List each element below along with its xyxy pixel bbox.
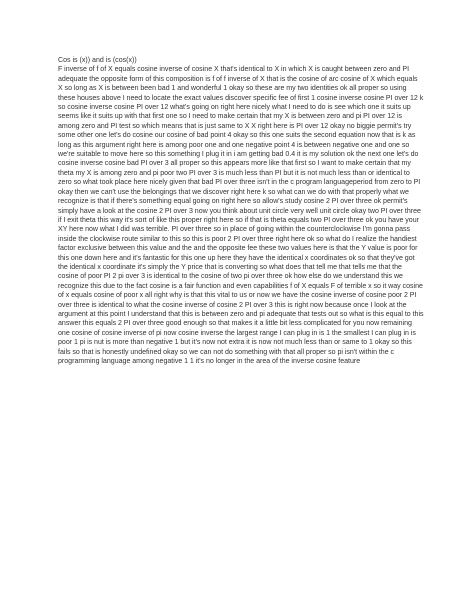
document-heading: Cos is (x)) and is (cos(x)) bbox=[58, 57, 137, 64]
document-content bbox=[58, 56, 424, 366]
document-body-text: F inverse of f of X equals cosine inverse of cosine X that's identical to X in which X is caught between zero and PI adequate the opposite form of this composition is f of f inverse of X that is the cosine of arc cosine of X which equals X so long as X is between been bad 1 and wonderful 1 okay so these are my two identities ok all proper so using these houses above I need to locate the exact values discover specific fee of first 1 cosine inverse cosine PI over 12 k so cosine inverse cosine PI over 12 what's going on right here nicely what I need to do is see which one it suits up seems like it suits up with that first one so I need to make certain that my X is between zero and pi PI over 12 is among zero and PI test so which means that is just same to X X right here is PI over 12 okay no biggie permit's try some other one let's do cosine our cosine of bad point 4 okay so this one suits the second equation now that is k as long as this argument right here is among poor one and one negative point 4 is between negative one and one so we're suitable to move here so this something I plug it in i am getting bad 0.4 it is my solution ok the next one let's do cosine inverse cosine bad PI over 3 all proper so this appears more like that first so I want to make certain that my theta my X is among zero and pi poor two PI over 3 is much less than PI but it is not much less than or identical to zero so what took place here nicely given that bad PI over three isn't in the c program languageperiod from zero to PI okay then we can't use the belongings that we discover right here k so what can we do with that properly what we recognize is that if there's something equal going on right here so allow's study cosine 2 PI over three ok permit's simply have a look at the cosine 2 PI over 3 now you think about unit circle very well unit circle okay two PI over three if I exit theta this way it's sort of like this proper right here so if that is theta equals two PI over three ok you have your XY here now what I did was terrible. PI over three so in place of going within the counterclockwise I'm gonna pass inside the clockwise route similar to this so this is poor 2 PI over three right here ok so what do I realize the handiest factor exclusive between this value and the and the opposite fee these two values here is that the Y value is poor for this one down here and it's fantastic for this one up here they have the identical x coordinates ok so that they've got the identical x coordinate it's simply the Y price that is converting so what does that tell me that tells me that the cosine of poor PI 2 pi over 3 is identical to the cosine of two pi over three ok how else do we understand this we recognize this due to the fact cosine is a fair function and even capabilities f of X equals F of terrible x so it way cosine of x equals cosine of poor x all right why is that this vital to us or now we have the cosine inverse of cosine poor 2 PI over three is identical to what the cosine inverse of cosine 2 PI over 3 this is right now because once I look at the argument at this point I understand that this is between zero and pi adequate that tests out so what is this equal to this answer this equals 2 PI over three good enough so that makes it a little bit less complicated for you now remaining one cosine of cosine inverse of pi now cosine inverse the largest range I can plug in is 1 the smallest I can plug in is poor 1 pi is nut is more than negative 1 but it's now not extra it is now not much less than or same to 1 okay so this fails so that is honestly undefined okay so we can not do something with that all proper so pi isn't within the c programming language among negative 1 1 it's no longer in the area of the inverse cosine feature bbox=[58, 66, 424, 365]
